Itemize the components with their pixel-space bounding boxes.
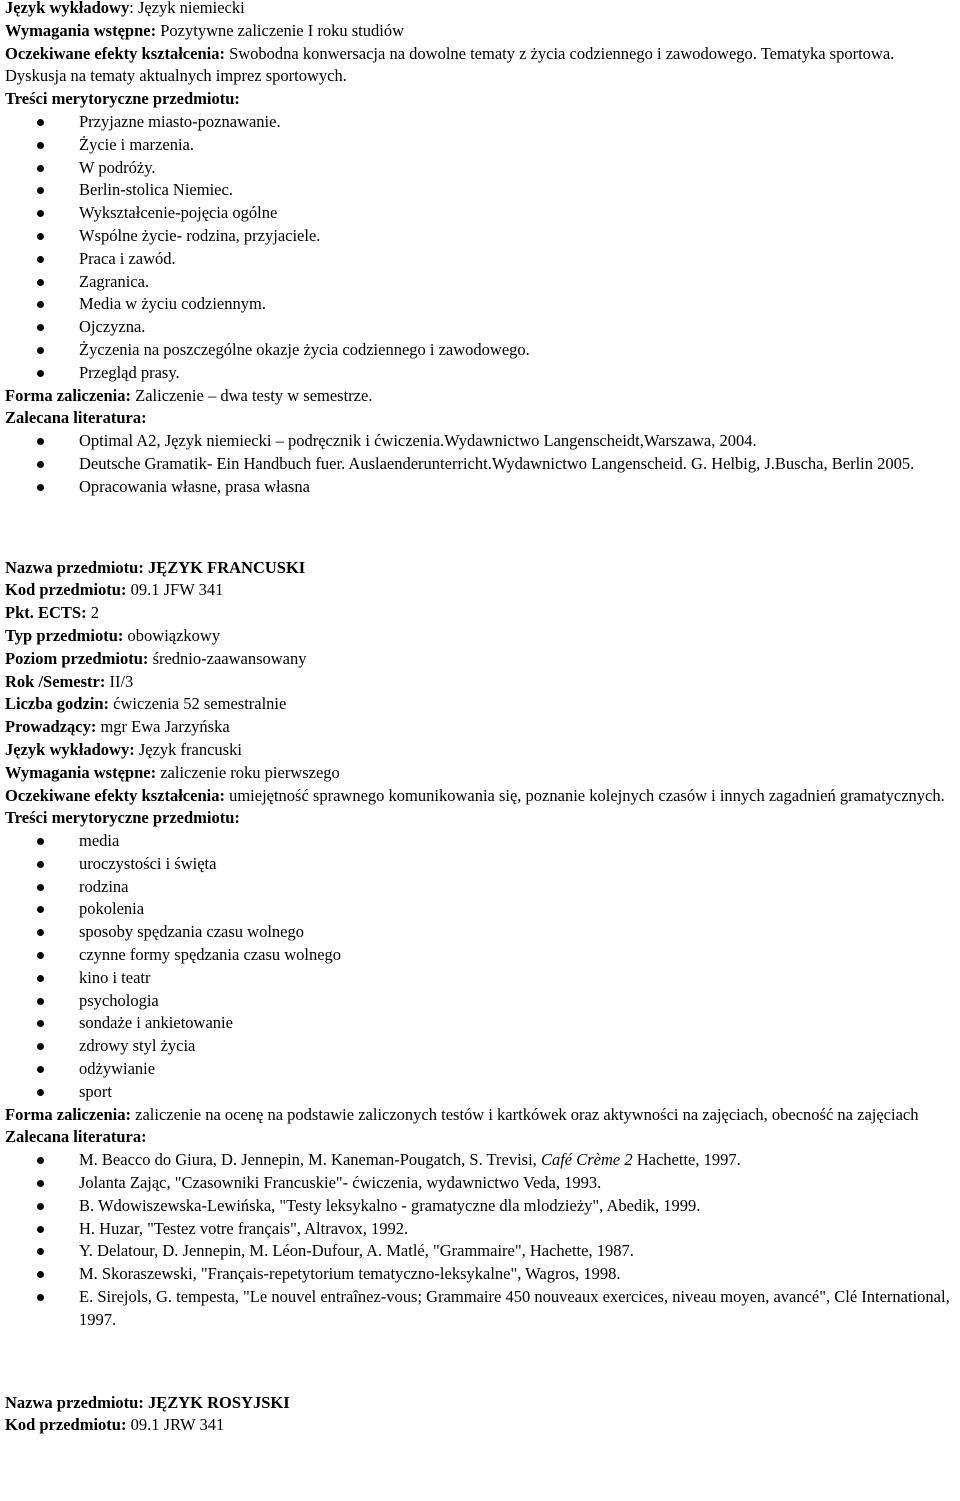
list-item-text: Deutsche Gramatik- Ein Handbuch fuer. Auslaenderunterricht.Wydawnictwo Langenscheid. G. Helbig, J.Buscha, Berlin 2005. [79, 453, 915, 473]
field-value: zaliczenie roku pierwszego [160, 762, 340, 782]
list-item-text: sposoby spędzania czasu wolnego [79, 922, 304, 942]
list-item-text: B. Wdowiszewska-Lewińska, "Testy leksykalno - gramatyczne dla mlodzieży", Abedik, 1999. [79, 1195, 701, 1215]
field-label: Oczekiwane efekty kształcenia: [5, 785, 225, 805]
field-label: Kod przedmiotu: [5, 1415, 127, 1435]
list-item-text: rodzina [79, 876, 129, 896]
content-list [5, 111, 955, 385]
field-label: Liczba godzin: [5, 694, 110, 714]
list-item [5, 876, 955, 899]
list-item [5, 1286, 955, 1332]
field-value: ćwiczenia 52 semestralnie [113, 694, 287, 714]
content-list [5, 830, 955, 1104]
field-value: 09.1 JFW 341 [130, 580, 224, 600]
list-item-text: H. Huzar, "Testez votre français", Altravox, 1992. [79, 1218, 409, 1238]
bullet-icon [37, 929, 44, 936]
list-item: M. Beacco do Giura, D. Jennepin, M. Kaneman-Pougatch, S. Trevisi, Café Crème 2 Hachette, 1997. [5, 1149, 955, 1172]
list-item-text: Ojczyzna. [79, 317, 146, 337]
content-heading: Treści merytoryczne przedmiotu: [5, 89, 240, 109]
field-label: Nazwa przedmiotu: [5, 1392, 144, 1412]
bullet-icon [37, 370, 44, 377]
list-item [5, 1035, 955, 1058]
field-value: mgr Ewa Jarzyńska [100, 717, 230, 737]
list-item [5, 453, 955, 476]
bullet-icon [37, 438, 44, 445]
course-name: JĘZYK ROSYJSKI [147, 1392, 290, 1412]
bullet-icon [37, 1226, 44, 1233]
list-item [5, 1058, 955, 1081]
list-item-text: media [79, 831, 120, 851]
bullet-icon [37, 324, 44, 331]
bullet-icon [37, 1066, 44, 1073]
bullet-icon [37, 484, 44, 491]
field-label: Wymagania wstępne: [5, 762, 157, 782]
literature-heading: Zalecana literatura: [5, 408, 147, 428]
field-label: Nazwa przedmiotu: [5, 557, 144, 577]
field-value: Język niemiecki [137, 0, 245, 17]
list-item [5, 111, 955, 134]
list-item [5, 202, 955, 225]
list-item-text: Wspólne życie- rodzina, przyjaciele. [79, 225, 321, 245]
bullet-icon [37, 861, 44, 868]
field-value: 09.1 JRW 341 [130, 1415, 225, 1435]
assessment-row [5, 1104, 955, 1127]
year-semester-row [5, 671, 955, 694]
course-type-row [5, 625, 955, 648]
list-item-text: M. Skoraszewski, "Français-repetytorium tematyczno-leksykalne", Wagros, 1998. [79, 1264, 621, 1284]
bullet-icon [37, 1203, 44, 1210]
field-value: Zaliczenie – dwa testy w semestrze. [135, 385, 373, 405]
field-label: Rok /Semestr: [5, 671, 106, 691]
field-label: Forma zaliczenia: [5, 1104, 131, 1124]
literature-list [5, 430, 955, 498]
bullet-icon [37, 998, 44, 1005]
list-item [5, 225, 955, 248]
list-item-text: W podróży. [79, 157, 156, 177]
field-value: Pozytywne zaliczenie I roku studiów [160, 20, 404, 40]
bullet-icon [37, 165, 44, 172]
field-label: Typ przedmiotu: [5, 625, 124, 645]
field-label: Forma zaliczenia: [5, 385, 131, 405]
bullet-icon [37, 1271, 44, 1278]
list-item [5, 1240, 955, 1263]
list-item-text: sondaże i ankietowanie [79, 1013, 233, 1033]
bullet-icon [37, 210, 44, 217]
list-item [5, 1081, 955, 1104]
list-item-text: odżywianie [79, 1059, 156, 1079]
field-label: Kod przedmiotu: [5, 580, 127, 600]
bullet-icon [37, 187, 44, 194]
list-item-text: czynne formy spędzania czasu wolnego [79, 945, 342, 965]
bullet-icon [37, 233, 44, 240]
bullet-icon [37, 142, 44, 149]
bullet-icon [37, 279, 44, 286]
bullet-icon [37, 1043, 44, 1050]
course-code-row [5, 1414, 955, 1437]
list-item-text: Berlin-stolica Niemiec. [79, 180, 233, 200]
list-item-text: Wykształcenie-pojęcia ogólne [79, 203, 278, 223]
field-value: Swobodna konwersacja na dowolne tematy z życia codziennego i zawodowego. Tematyka sportowa. Dyskusja na tematy aktualnych imprez sportowych. [5, 43, 895, 86]
bullet-icon [37, 952, 44, 959]
list-item [5, 921, 955, 944]
course-name-row [5, 557, 955, 580]
field-value: 2 [90, 603, 99, 623]
field-value: umiejętność sprawnego komunikowania się, poznanie kolejnych czasów i innych zagadnień gramatycznych. [229, 785, 945, 805]
bullet-icon [37, 119, 44, 126]
list-item [5, 476, 955, 499]
document-page [5, 0, 955, 1437]
list-item [5, 944, 955, 967]
field-label: Oczekiwane efekty kształcenia: [5, 43, 225, 63]
field-label: Prowadzący: [5, 717, 97, 737]
bullet-icon [37, 461, 44, 468]
list-item [5, 853, 955, 876]
list-item-text: Optimal A2, Język niemiecki – podręcznik i ćwiczenia.Wydawnictwo Langenscheidt,Warszawa, 2004. [79, 431, 757, 451]
course-name-row [5, 1392, 955, 1415]
ects-row [5, 602, 955, 625]
list-item-text: uroczystości i święta [79, 853, 217, 873]
course-level-row [5, 648, 955, 671]
language-row [5, 739, 955, 762]
requirements-row [5, 762, 955, 785]
list-item-text: Zagranica. [79, 271, 150, 291]
list-item-text: zdrowy styl życia [79, 1036, 196, 1056]
list-item-text: psychologia [79, 990, 159, 1010]
bullet-icon [37, 884, 44, 891]
list-item-text: pokolenia [79, 899, 145, 919]
requirements-row [5, 20, 955, 43]
list-item-text: Opracowania własne, prasa własna [79, 476, 310, 496]
hours-row [5, 693, 955, 716]
list-item [5, 339, 955, 362]
list-item-text: Przyjazne miasto-poznawanie. [79, 111, 281, 131]
bullet-icon [37, 1157, 44, 1164]
bullet-icon [37, 1180, 44, 1187]
list-item [5, 248, 955, 271]
bullet-icon [37, 1020, 44, 1027]
list-item [5, 1195, 955, 1218]
list-item [5, 1012, 955, 1035]
bullet-icon [37, 838, 44, 845]
list-item-text: Praca i zawód. [79, 248, 176, 268]
list-item [5, 967, 955, 990]
list-item [5, 157, 955, 180]
list-item-text: sport [79, 1081, 112, 1101]
bullet-icon [37, 1248, 44, 1255]
field-value: Język francuski [138, 739, 242, 759]
language-row: Język wykładowy: Język niemiecki [5, 0, 245, 17]
field-label: Pkt. ECTS: [5, 603, 87, 623]
bullet-icon [37, 301, 44, 308]
field-label: Poziom przedmiotu: [5, 648, 149, 668]
list-item-text: Przegląd prasy. [79, 362, 180, 382]
list-item [5, 1172, 955, 1195]
field-value: II/3 [109, 671, 134, 691]
list-item-text: Jolanta Zając, "Czasowniki Francuskie"- ćwiczenia, wydawnictwo Veda, 1993. [79, 1173, 602, 1193]
list-item [5, 179, 955, 202]
course-name: JĘZYK FRANCUSKI [147, 557, 306, 577]
content-heading: Treści merytoryczne przedmiotu: [5, 808, 240, 828]
field-label: Język wykładowy: [5, 739, 135, 759]
list-item-text: Życie i marzenia. [79, 134, 194, 154]
effects-row [5, 43, 955, 89]
literature-heading: Zalecana literatura: [5, 1127, 147, 1147]
list-item [5, 1263, 955, 1286]
list-item [5, 830, 955, 853]
list-item [5, 293, 955, 316]
list-item [5, 990, 955, 1013]
list-item [5, 271, 955, 294]
bullet-icon [37, 1089, 44, 1096]
list-item [5, 316, 955, 339]
list-item-text: kino i teatr [79, 967, 151, 987]
list-item [5, 1218, 955, 1241]
course-code-row [5, 579, 955, 602]
bullet-icon [37, 906, 44, 913]
list-item-text: Media w życiu codziennym. [79, 294, 266, 314]
book-title: Café Crème 2 [540, 1150, 633, 1170]
assessment-row [5, 385, 955, 408]
list-item [5, 898, 955, 921]
field-label: Wymagania wstępne: [5, 20, 157, 40]
field-value: obowiązkowy [127, 625, 221, 645]
field-value: średnio-zaawansowany [152, 648, 307, 668]
list-item-text: Życzenia na poszczególne okazje życia codziennego i zawodowego. [79, 339, 530, 359]
list-item-text: E. Sirejols, G. tempesta, "Le nouvel entraînez-vous; Grammaire 450 nouveaux exercices, niveau moyen, avancé", Clé International, 1997. [79, 1287, 950, 1329]
bullet-icon [37, 1294, 44, 1301]
lecturer-row [5, 716, 955, 739]
field-value: zaliczenie na ocenę na podstawie zaliczonych testów i kartkówek oraz aktywności na zajęciach, obecność na zajęciach [135, 1104, 919, 1124]
field-label: Język wykładowy [5, 0, 130, 17]
list-item-text: Y. Delatour, D. Jennepin, M. Léon-Dufour, A. Matlé, "Grammaire", Hachette, 1987. [79, 1241, 634, 1261]
list-item [5, 134, 955, 157]
literature-list [5, 1149, 955, 1331]
bullet-icon [37, 347, 44, 354]
bullet-icon [37, 975, 44, 982]
effects-row [5, 785, 955, 808]
bullet-icon [37, 256, 44, 263]
list-item [5, 430, 955, 453]
list-item [5, 362, 955, 385]
